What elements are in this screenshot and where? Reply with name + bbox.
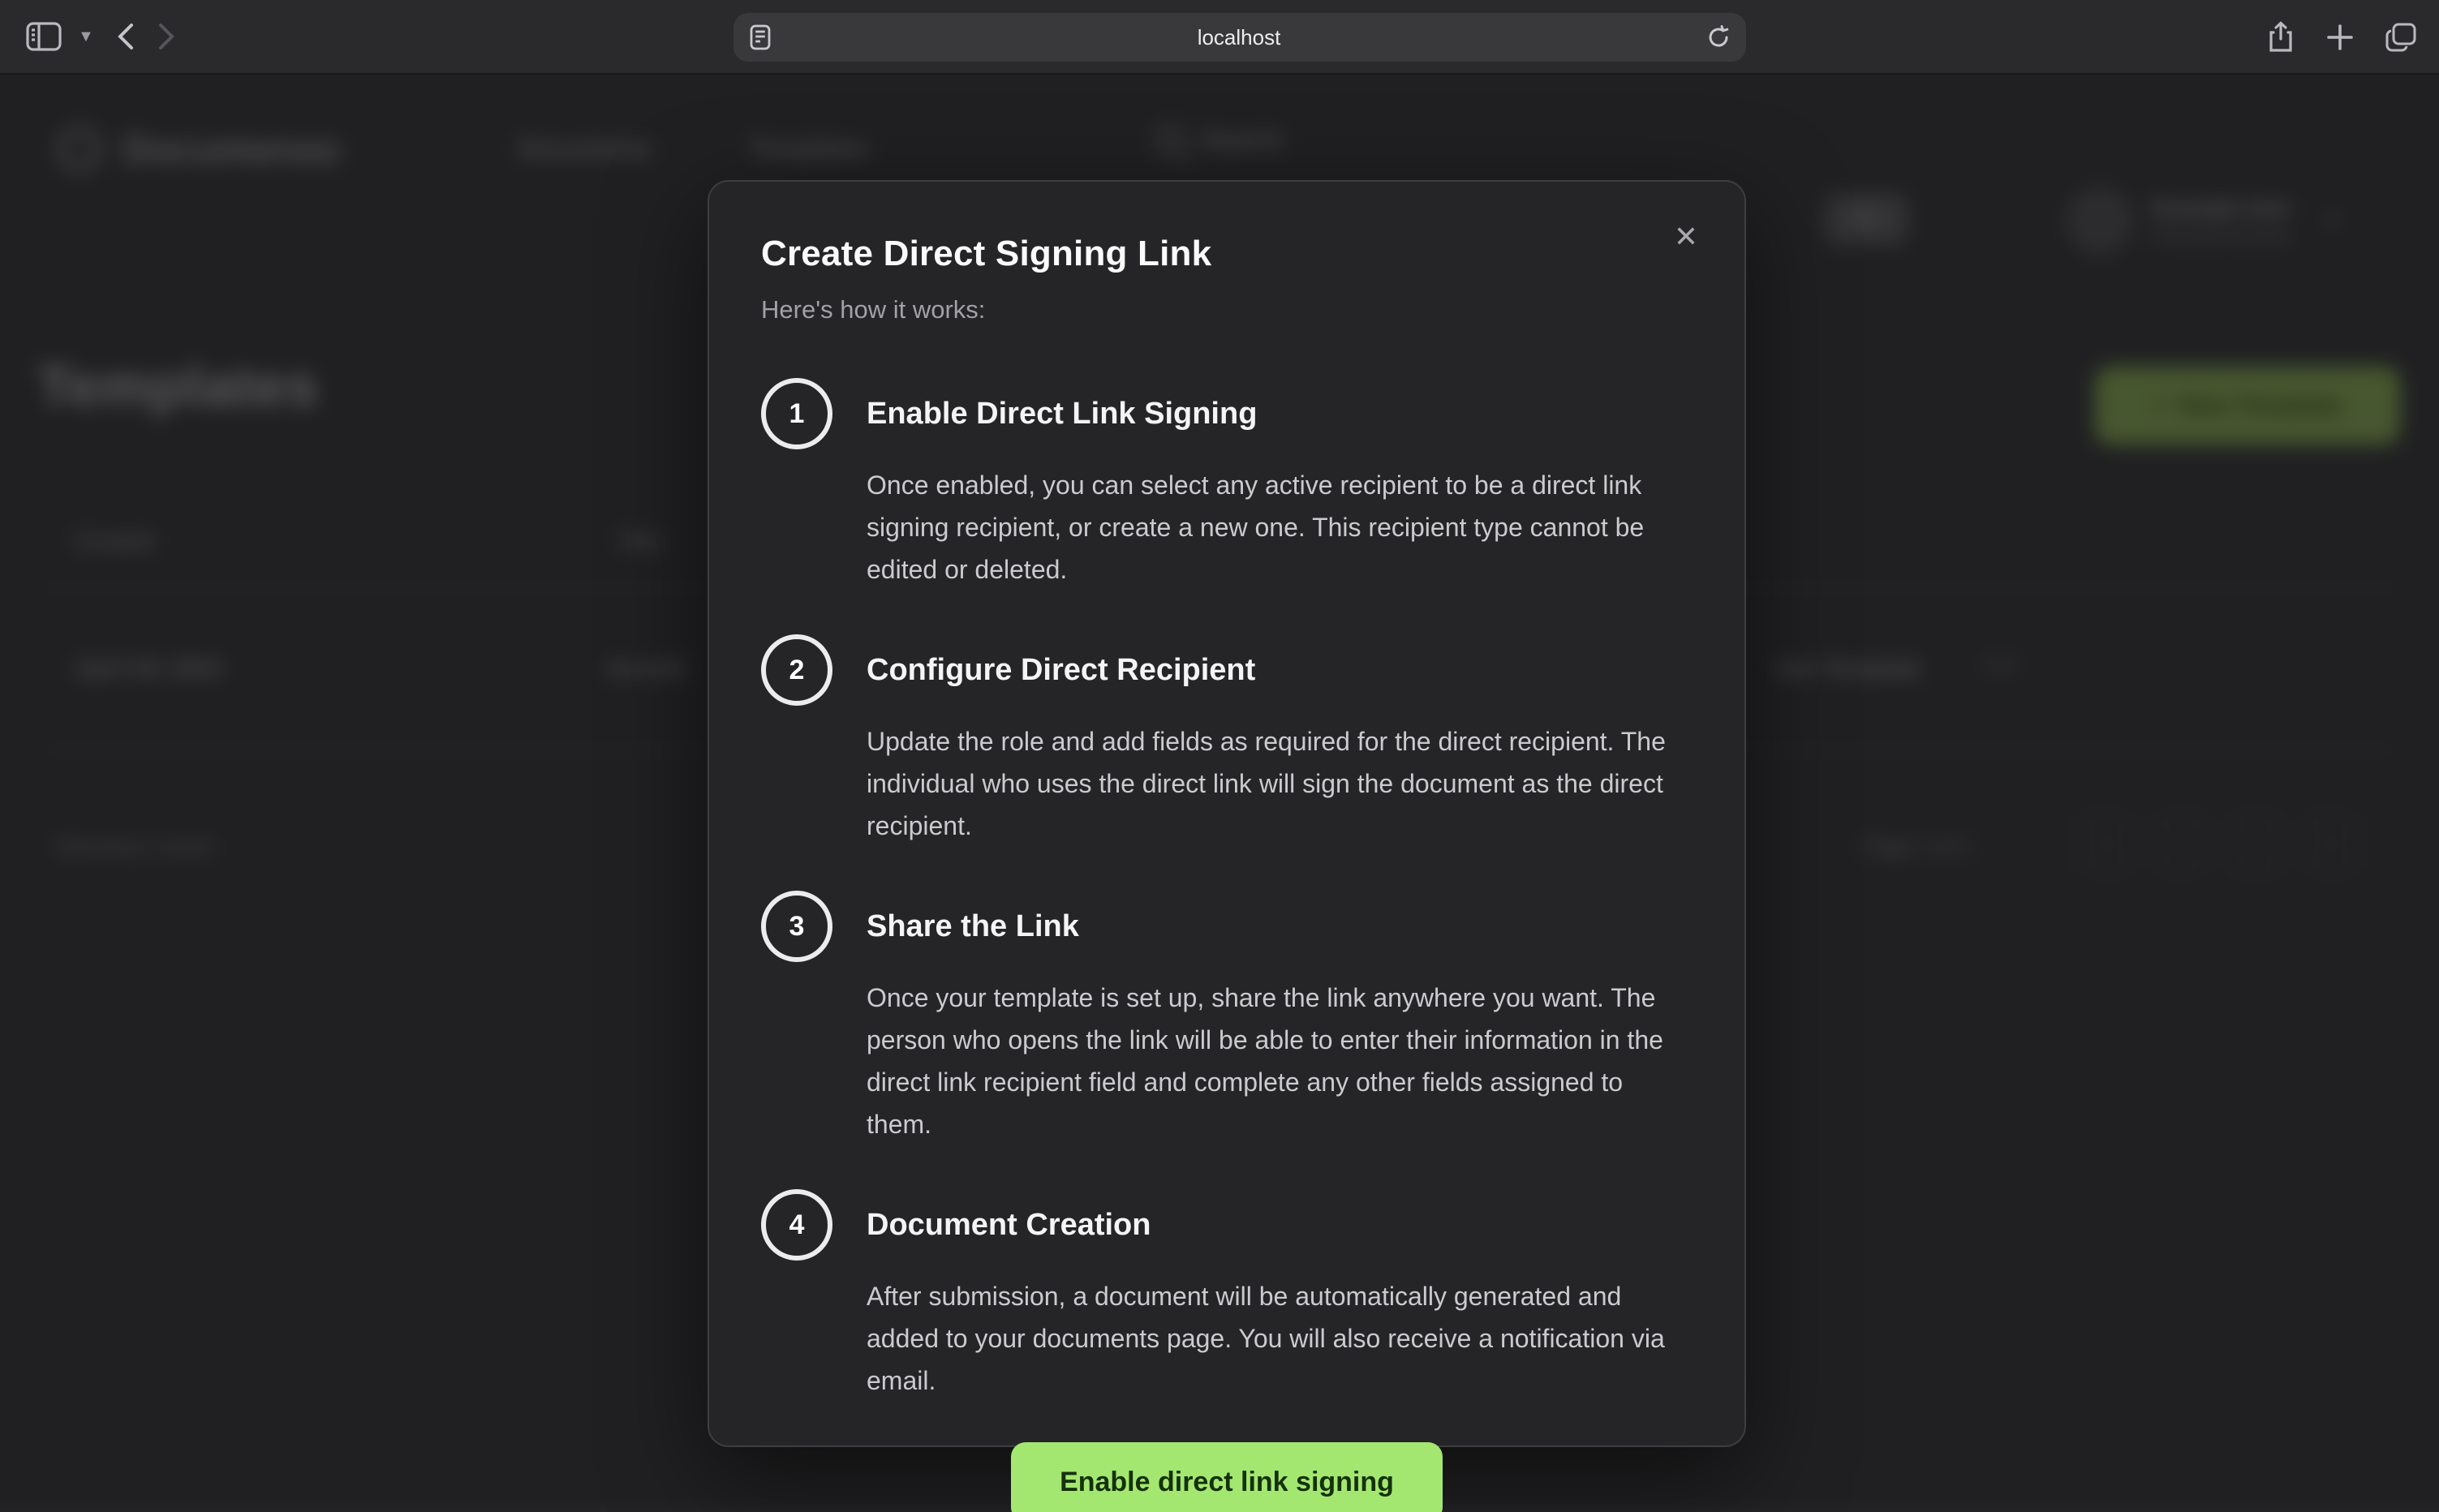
address-bar[interactable] — [733, 13, 1746, 62]
browser-toolbar — [0, 0, 2439, 75]
last-page-button[interactable]: » — [2304, 818, 2356, 870]
close-icon[interactable]: ✕ — [1673, 220, 1699, 253]
search-label: Search — [1201, 127, 1283, 154]
step-1-title: Enable Direct Link Signing — [867, 396, 1258, 431]
sidebar-toggle-icon[interactable] — [26, 22, 62, 51]
steps-list — [761, 378, 1693, 1402]
user-chevron-down-icon: ▼ — [2323, 210, 2342, 230]
column-header-created[interactable]: Created — [75, 529, 153, 553]
avatar — [2067, 188, 2132, 253]
search-shortcut-badge: ⌘K — [1826, 195, 1907, 243]
use-template-button[interactable]: Use Template — [1775, 655, 1921, 681]
share-icon[interactable] — [2267, 21, 2295, 54]
user-name: Example User — [2152, 195, 2291, 220]
pagination — [2080, 818, 2356, 870]
results-count: Showing 1 result. — [55, 834, 217, 858]
column-header-title[interactable]: Title — [618, 529, 661, 553]
app-logo-text: Documenso — [123, 128, 340, 170]
step-4-description: After submission, a document will be automatically generated and added to your documents page. You will also receive a notification via email. — [867, 1282, 1665, 1395]
step-3-number-badge: 3 — [761, 891, 832, 962]
page-title: Templates — [37, 354, 319, 418]
reload-icon[interactable] — [1707, 25, 1730, 49]
search-control[interactable] — [1155, 127, 1282, 156]
step-3-title: Share the Link — [867, 908, 1079, 943]
tab-overview-icon[interactable] — [2385, 23, 2416, 52]
step-1-description: Once enabled, you can select any active recipient to be a direct link signing recipient, or create a new one. This recipient type cannot be edited or deleted. — [867, 470, 1645, 584]
row-title-cell[interactable]: Accord — [607, 655, 686, 681]
step-4-title: Document Creation — [867, 1207, 1151, 1242]
new-template-label: New Template — [2180, 392, 2342, 419]
step-3-description: Once your template is set up, share the link anywhere you want. The person who opens the link will be able to enter their information in the direct link recipient field and complete any other fields assigned to them. — [867, 983, 1663, 1139]
nav-documents[interactable]: Documents — [519, 135, 652, 162]
first-page-button[interactable]: « — [2080, 818, 2132, 870]
prev-page-button[interactable]: ‹ — [2155, 818, 2207, 870]
reader-icon[interactable] — [750, 24, 771, 50]
documenso-logo-icon — [58, 128, 101, 170]
user-menu[interactable] — [2067, 188, 2342, 253]
sidebar-chevron-down-icon[interactable]: ▼ — [78, 27, 94, 45]
back-icon[interactable] — [117, 22, 135, 51]
user-account: Personal Account — [2152, 225, 2291, 246]
new-template-button[interactable] — [2095, 367, 2400, 445]
new-tab-icon[interactable] — [2327, 24, 2353, 50]
step-4-number-badge: 4 — [761, 1189, 832, 1261]
step-1-number-badge: 1 — [761, 378, 832, 449]
step-item-1 — [761, 378, 1693, 591]
step-item-2 — [761, 634, 1693, 847]
step-2-number-badge: 2 — [761, 634, 832, 706]
create-direct-signing-link-dialog — [708, 180, 1746, 1497]
step-item-4 — [761, 1189, 1693, 1402]
step-2-description: Update the role and add fields as required for the direct recipient. The individual who uses the direct link will sign the document as the direct recipient. — [867, 727, 1666, 840]
search-icon — [1155, 127, 1185, 156]
dialog-subtitle: Here's how it works: — [761, 295, 986, 324]
row-more-menu-icon[interactable]: ••• — [1986, 652, 2020, 677]
url-text[interactable]: localhost — [1197, 24, 1281, 49]
nav-templates[interactable]: Templates — [750, 135, 869, 162]
plus-icon: + — [2153, 392, 2168, 419]
forward-icon[interactable] — [157, 22, 175, 51]
next-page-button[interactable]: › — [2230, 818, 2282, 870]
dialog-title: Create Direct Signing Link — [761, 234, 1212, 273]
row-created-cell: April 30, 2024 — [75, 655, 222, 681]
page-indicator: Page 1 of 1 — [1863, 834, 1971, 858]
step-2-title: Configure Direct Recipient — [867, 652, 1256, 687]
step-item-3 — [761, 891, 1693, 1145]
enable-direct-link-signing-button[interactable]: Enable direct link signing — [1011, 1442, 1443, 1512]
